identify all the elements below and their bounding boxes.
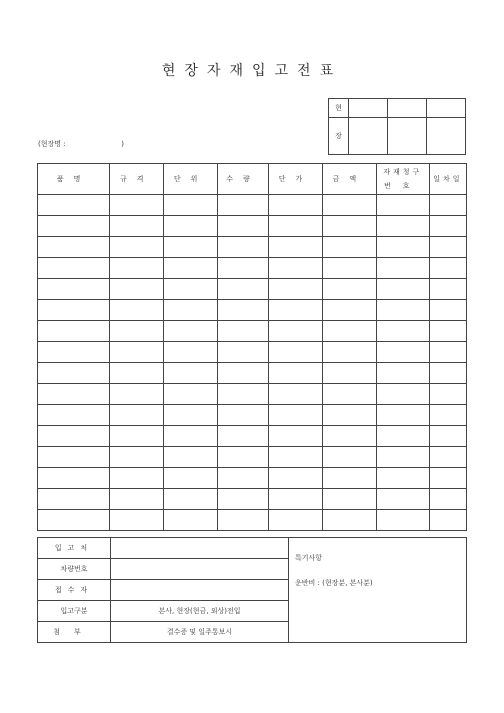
item-cell[interactable] xyxy=(376,510,429,531)
item-cell[interactable] xyxy=(429,300,466,321)
item-cell[interactable] xyxy=(164,258,218,279)
receipt-info-table xyxy=(37,537,467,643)
item-cell[interactable] xyxy=(218,363,269,384)
item-cell[interactable] xyxy=(38,216,110,237)
item-row xyxy=(38,405,467,426)
special-notes-title: 특기사항 xyxy=(295,554,323,562)
item-cell[interactable] xyxy=(110,468,164,489)
value-receipt-type[interactable]: 본사, 현장(현금, 외상)전입 xyxy=(111,601,289,622)
item-cell[interactable] xyxy=(110,342,164,363)
item-cell[interactable] xyxy=(218,384,269,405)
item-cell[interactable] xyxy=(110,195,164,216)
item-cell[interactable] xyxy=(218,342,269,363)
item-cell[interactable] xyxy=(218,216,269,237)
label-vehicle-number: 차량번호 xyxy=(38,559,111,580)
item-cell[interactable] xyxy=(110,321,164,342)
item-row xyxy=(38,300,467,321)
approval-sign-cell[interactable] xyxy=(349,118,388,155)
approval-header-cell[interactable] xyxy=(388,99,427,118)
item-cell[interactable] xyxy=(322,468,376,489)
item-cell[interactable] xyxy=(322,363,376,384)
item-cell[interactable] xyxy=(429,489,466,510)
item-cell[interactable] xyxy=(322,300,376,321)
item-cell[interactable] xyxy=(322,321,376,342)
item-cell[interactable] xyxy=(110,489,164,510)
item-cell[interactable] xyxy=(164,426,218,447)
items-header-row xyxy=(38,164,467,195)
item-cell[interactable] xyxy=(218,468,269,489)
items-table xyxy=(37,163,467,531)
item-cell[interactable] xyxy=(269,363,323,384)
header-spec: 규격 xyxy=(110,164,164,195)
item-cell[interactable] xyxy=(429,216,466,237)
item-cell[interactable] xyxy=(322,216,376,237)
item-cell[interactable] xyxy=(376,426,429,447)
header-item-name: 품명 xyxy=(38,164,110,195)
item-cell[interactable] xyxy=(269,384,323,405)
item-row xyxy=(38,258,467,279)
item-cell[interactable] xyxy=(38,195,110,216)
item-cell[interactable] xyxy=(322,405,376,426)
item-cell[interactable] xyxy=(218,426,269,447)
shipping-cost-note: 운반비 : (현장분, 본사분) xyxy=(295,579,373,587)
item-cell[interactable] xyxy=(218,237,269,258)
item-cell[interactable] xyxy=(269,447,323,468)
item-cell[interactable] xyxy=(110,300,164,321)
item-cell[interactable] xyxy=(110,426,164,447)
approval-sign-cell[interactable] xyxy=(388,118,427,155)
approval-sign-cell[interactable] xyxy=(427,118,466,155)
item-row xyxy=(38,489,467,510)
item-cell[interactable] xyxy=(429,405,466,426)
item-cell[interactable] xyxy=(164,216,218,237)
item-cell[interactable] xyxy=(429,237,466,258)
label-attachment: 첨부 xyxy=(38,622,111,643)
approval-box xyxy=(328,98,466,155)
item-cell[interactable] xyxy=(376,342,429,363)
item-cell[interactable] xyxy=(38,342,110,363)
header-unit-price: 단가 xyxy=(269,164,323,195)
label-receipt-type: 입고구분 xyxy=(38,601,111,622)
item-cell[interactable] xyxy=(269,237,323,258)
item-cell[interactable] xyxy=(164,300,218,321)
item-cell[interactable] xyxy=(376,195,429,216)
item-cell[interactable] xyxy=(429,510,466,531)
item-cell[interactable] xyxy=(376,363,429,384)
item-cell[interactable] xyxy=(429,258,466,279)
item-cell[interactable] xyxy=(376,468,429,489)
item-cell[interactable] xyxy=(110,258,164,279)
item-row xyxy=(38,363,467,384)
item-cell[interactable] xyxy=(429,468,466,489)
item-cell[interactable] xyxy=(429,363,466,384)
item-cell[interactable] xyxy=(110,279,164,300)
item-cell[interactable] xyxy=(38,447,110,468)
header-request-label: 자재청구 xyxy=(383,168,423,176)
item-cell[interactable] xyxy=(164,237,218,258)
approval-header-cell[interactable] xyxy=(427,99,466,118)
item-row xyxy=(38,342,467,363)
item-cell[interactable] xyxy=(269,510,323,531)
document-title: 현장자재입고전표 xyxy=(161,63,343,79)
item-cell[interactable] xyxy=(164,342,218,363)
item-cell[interactable] xyxy=(376,300,429,321)
item-row xyxy=(38,321,467,342)
item-row xyxy=(38,237,467,258)
item-row xyxy=(38,447,467,468)
item-cell[interactable] xyxy=(164,384,218,405)
item-cell[interactable] xyxy=(429,279,466,300)
item-cell[interactable] xyxy=(429,342,466,363)
item-cell[interactable] xyxy=(429,447,466,468)
header-unit: 단위 xyxy=(164,164,218,195)
item-cell[interactable] xyxy=(164,279,218,300)
item-row xyxy=(38,426,467,447)
item-cell[interactable] xyxy=(38,237,110,258)
item-cell[interactable] xyxy=(376,237,429,258)
item-cell[interactable] xyxy=(429,321,466,342)
item-cell[interactable] xyxy=(164,489,218,510)
item-row xyxy=(38,384,467,405)
item-cell[interactable] xyxy=(218,195,269,216)
item-cell[interactable] xyxy=(376,447,429,468)
item-cell[interactable] xyxy=(322,258,376,279)
site-name-label: (현장명 : ) xyxy=(38,140,124,148)
item-cell[interactable] xyxy=(269,426,323,447)
item-row xyxy=(38,279,467,300)
item-cell[interactable] xyxy=(110,447,164,468)
item-row xyxy=(38,468,467,489)
item-cell[interactable] xyxy=(269,279,323,300)
item-cell[interactable] xyxy=(218,258,269,279)
footer-row xyxy=(38,538,467,559)
item-cell[interactable] xyxy=(322,510,376,531)
item-cell[interactable] xyxy=(38,321,110,342)
item-cell[interactable] xyxy=(322,447,376,468)
item-cell[interactable] xyxy=(429,426,466,447)
header-number-label: 번호 xyxy=(384,182,422,190)
item-cell[interactable] xyxy=(164,195,218,216)
item-cell[interactable] xyxy=(110,384,164,405)
item-cell[interactable] xyxy=(322,426,376,447)
item-row xyxy=(38,510,467,531)
item-cell[interactable] xyxy=(376,384,429,405)
item-cell[interactable] xyxy=(429,384,466,405)
item-cell[interactable] xyxy=(269,489,323,510)
approval-header-cell[interactable] xyxy=(349,99,388,118)
item-cell[interactable] xyxy=(376,489,429,510)
item-cell[interactable] xyxy=(376,216,429,237)
item-cell[interactable] xyxy=(164,363,218,384)
item-cell[interactable] xyxy=(110,510,164,531)
item-cell[interactable] xyxy=(218,489,269,510)
item-cell[interactable] xyxy=(38,468,110,489)
item-cell[interactable] xyxy=(322,384,376,405)
item-cell[interactable] xyxy=(376,279,429,300)
item-cell[interactable] xyxy=(38,258,110,279)
item-row xyxy=(38,195,467,216)
item-cell[interactable] xyxy=(429,195,466,216)
item-cell[interactable] xyxy=(218,279,269,300)
item-cell[interactable] xyxy=(269,405,323,426)
header-date: 일차일 xyxy=(429,164,466,195)
item-cell[interactable] xyxy=(110,216,164,237)
value-receiving-place[interactable] xyxy=(111,538,289,559)
item-cell[interactable] xyxy=(218,510,269,531)
item-cell[interactable] xyxy=(218,447,269,468)
item-cell[interactable] xyxy=(38,279,110,300)
header-amount: 금액 xyxy=(322,164,376,195)
item-cell[interactable] xyxy=(164,510,218,531)
item-cell[interactable] xyxy=(269,258,323,279)
item-cell[interactable] xyxy=(376,405,429,426)
item-cell[interactable] xyxy=(110,237,164,258)
item-cell[interactable] xyxy=(38,300,110,321)
approval-side-label-top: 현 xyxy=(329,99,349,118)
item-cell[interactable] xyxy=(38,384,110,405)
header-request-number xyxy=(376,164,429,195)
value-vehicle-number[interactable] xyxy=(111,559,289,580)
item-cell[interactable] xyxy=(269,216,323,237)
item-cell[interactable] xyxy=(164,405,218,426)
item-cell[interactable] xyxy=(38,510,110,531)
item-cell[interactable] xyxy=(376,258,429,279)
item-cell[interactable] xyxy=(269,195,323,216)
item-cell[interactable] xyxy=(38,405,110,426)
item-cell[interactable] xyxy=(322,237,376,258)
item-cell[interactable] xyxy=(164,468,218,489)
item-cell[interactable] xyxy=(218,300,269,321)
item-cell[interactable] xyxy=(376,321,429,342)
label-receiving-place: 입고처 xyxy=(38,538,111,559)
item-cell[interactable] xyxy=(164,447,218,468)
special-notes-cell[interactable] xyxy=(289,538,467,643)
label-receiver: 접수자 xyxy=(38,580,111,601)
item-cell[interactable] xyxy=(269,300,323,321)
item-cell[interactable] xyxy=(322,195,376,216)
item-cell[interactable] xyxy=(218,405,269,426)
item-cell[interactable] xyxy=(38,363,110,384)
value-receiver[interactable] xyxy=(111,580,289,601)
item-cell[interactable] xyxy=(38,489,110,510)
header-quantity: 수량 xyxy=(218,164,269,195)
item-cell[interactable] xyxy=(110,405,164,426)
item-cell[interactable] xyxy=(38,426,110,447)
item-cell[interactable] xyxy=(164,321,218,342)
item-rows xyxy=(38,195,467,531)
item-cell[interactable] xyxy=(269,468,323,489)
approval-side-label-bottom: 장 xyxy=(329,118,349,155)
item-cell[interactable] xyxy=(269,321,323,342)
item-cell[interactable] xyxy=(322,489,376,510)
item-cell[interactable] xyxy=(269,342,323,363)
item-cell[interactable] xyxy=(322,279,376,300)
item-cell[interactable] xyxy=(110,363,164,384)
item-cell[interactable] xyxy=(218,321,269,342)
item-row xyxy=(38,216,467,237)
item-cell[interactable] xyxy=(322,342,376,363)
value-attachment[interactable]: 결수증 및 일주통보시 xyxy=(111,622,289,643)
